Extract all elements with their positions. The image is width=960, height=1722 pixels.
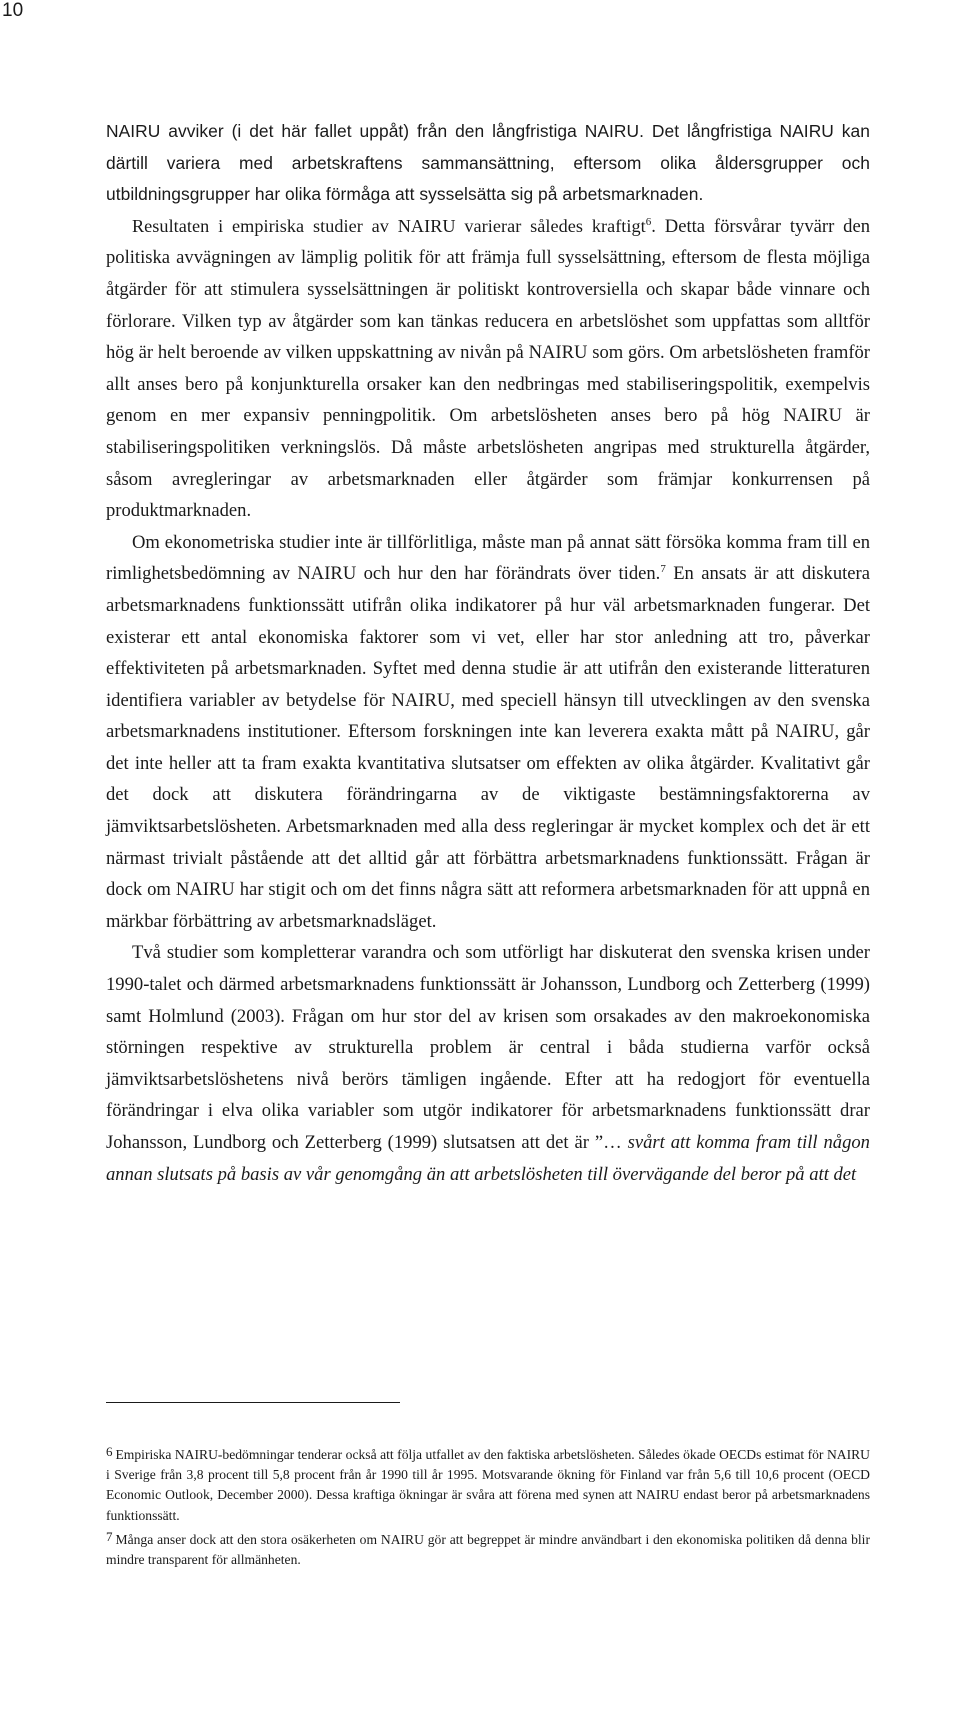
footnote-ref-6[interactable]: 6 bbox=[645, 215, 652, 228]
paragraph-4 bbox=[106, 937, 870, 1190]
paragraph-4-text: Två studier som kompletterar varandra och som utförligt har diskuterat den svenska krisen under 1990-talet och därmed arbetsmarknadens funktionssätt är Johansson, Lundborg och Zetterberg (1999) samt Holmlund (2003). Frågan om hur stor del av krisen som orsakades av den makroekonomiska störningen respektive av strukturella problem är central i båda studierna varför också jämviktsarbetslöshetens nivå berörs tämligen ingående. Efter att ha redogjort för eventuella förändringar i elva olika variabler som utgör indikatorer för arbetsmarknadens funktionssätt drar Johansson, Lundborg och Zetterberg (1999) slutsatsen att det är ”… bbox=[106, 942, 870, 1153]
footnote-divider bbox=[106, 1402, 400, 1403]
body-text bbox=[106, 116, 870, 1190]
footnote-7 bbox=[106, 1530, 870, 1570]
page-number: 10 bbox=[2, 0, 24, 21]
footnote-7-marker: 7 bbox=[106, 1528, 113, 1544]
paragraph-1 bbox=[106, 116, 870, 211]
paragraph-2-lead: Resultaten i empiriska studier av NAIRU varierar således kraftigt bbox=[132, 215, 646, 236]
footnote-6-text: Empiriska NAIRU-bedömningar tenderar också att följa utfallet av den faktiska arbetslösheten. Således ökade OECDs estimat för NAIRU i Sverige från 3,8 procent till 5,8 procent från år 1990 till år 1995. Motsvarande ökning för Finland var från 5,6 till 10,6 procent (OECD Economic Outlook, December 2000). Dessa kraftiga ökningar är svåra att förena med synen att NAIRU endast beror på arbetsmarknadens funktionssätt. bbox=[106, 1447, 870, 1523]
paragraph-2-text: . Detta försvårar tyvärr den politiska avvägningen av lämplig politik för att främja full sysselsättning, eftersom de flesta möjliga åtgärder för att stimulera sysselsättningen är politiskt kontroversiella och skapar både vinnare och förlorare. Vilken typ av åtgärder som kan tänkas reducera en arbetslöshet som uppfattas som alltför hög är helt beroende av vilken uppskattning av nivån på NAIRU som görs. Om arbetslösheten framför allt anses bero på konjunkturella orsaker kan den nedbringas med stabiliseringspolitik, exempelvis genom en mer expansiv penningpolitik. Om arbetslösheten anses bero på hög NAIRU är stabiliseringspolitiken verkningslös. Då måste arbetslösheten angripas med strukturella åtgärder, såsom avregleringar av arbetsmarknaden eller åtgärder som främjar konkurrensen på produktmarknaden. bbox=[106, 215, 870, 522]
footnote-6-marker: 6 bbox=[106, 1444, 113, 1459]
paragraph-2 bbox=[106, 211, 870, 527]
paragraph-3 bbox=[106, 527, 870, 938]
paragraph-1-text: NAIRU avviker (i det här fallet uppåt) från den långfristiga NAIRU. Det långfristiga NAIRU kan därtill variera med arbetskraftens sammansättning, eftersom olika åldersgrupper och utbildningsgrupper har olika förmåga att sysselsätta sig på arbetsmarknaden. bbox=[106, 121, 870, 205]
footnotes bbox=[106, 1445, 870, 1574]
paragraph-3-lead: Om ekonometriska studier inte är tillförlitliga, måste man på annat sätt försöka komma fram till en rimlighetsbedömning av NAIRU och hur den har förändrats över tiden. bbox=[106, 531, 870, 585]
paragraph-3-text: En ansats är att diskutera arbetsmarknadens funktionssätt utifrån olika indikatorer på hur väl arbetsmarknaden fungerar. Det existerar ett antal ekonomiska faktorer som vi vet, eller har stor anledning att tro, påverkar effektiviteten på arbetsmarknaden. Syftet med denna studie är att utifrån den existerande litteraturen identifiera variabler av betydelse för NAIRU, med speciell hänsyn till utvecklingen av den svenska arbetsmarknadens institutioner. Eftersom forskningen inte kan leverera exakta mått på NAIRU, går det inte heller att ta fram exakta kvantitativa slutsatser om effekten av olika åtgärder. Kvalitativt går det dock att diskutera förändringarna av de viktigaste bestämningsfaktorerna av jämviktsarbetslösheten. Arbetsmarknaden med alla dess regleringar är mycket komplex och det är ett närmast trivialt påstående att det alltid går att förbättra arbetsmarknadens funktionssätt. Frågan är dock om NAIRU har stigit och om det finns några sätt att reformera arbetsmarknaden för att uppnå en märkbar förbättring av arbetsmarknadsläget. bbox=[106, 563, 870, 932]
footnote-6 bbox=[106, 1445, 870, 1526]
footnote-7-text: Många anser dock att den stora osäkerheten om NAIRU gör att begreppet är mindre användbart i den ekonomiska politiken då denna blir mindre transparent för allmänheten. bbox=[106, 1531, 870, 1568]
paragraph-4-quote: svårt att komma fram till någon annan slutsats på basis av vår genomgång än att arbetslösheten till övervägande del beror på att det bbox=[106, 1132, 870, 1185]
footnote-ref-7[interactable]: 7 bbox=[660, 563, 666, 576]
